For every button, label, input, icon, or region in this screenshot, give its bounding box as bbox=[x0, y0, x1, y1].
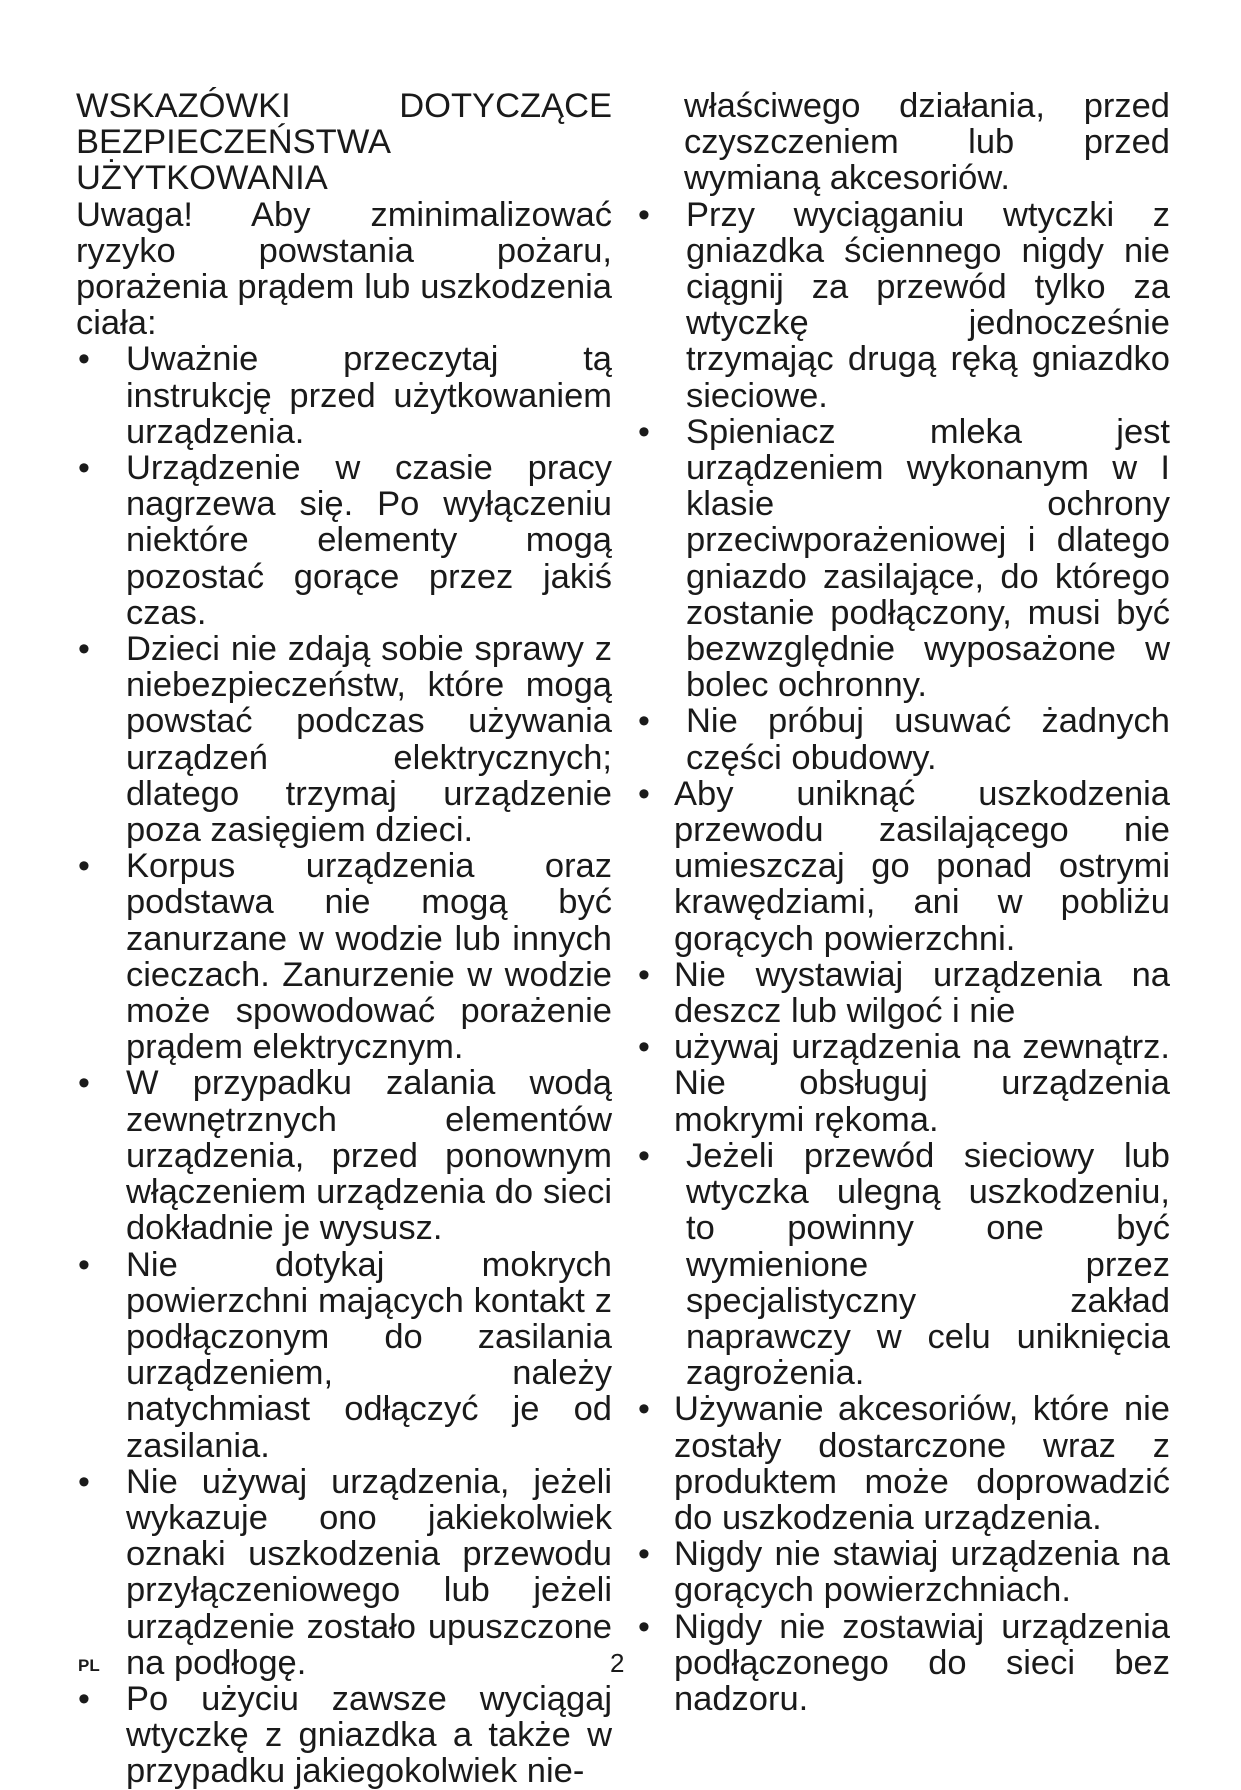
safety-list-left bbox=[76, 341, 612, 1789]
list-item: • Nigdy nie stawiaj urządzenia na gorących powierzchniach. bbox=[636, 1536, 1170, 1608]
list-item: • Nie próbuj usuwać żadnych części obudowy. bbox=[636, 703, 1170, 775]
list-item: • Nie dotykaj mokrych powierzchni mających kontakt z podłączonym do zasilania urządzeniem, należy natychmiast odłączyć je od zasilania. bbox=[76, 1247, 612, 1464]
right-column bbox=[636, 88, 1170, 1717]
list-item: • Nie używaj urządzenia, jeżeli wykazuje ono jakiekolwiek oznaki uszkodzenia przewodu przyłączeniowego lub jeżeli urządzenie zostało upuszczone na podłogę. bbox=[76, 1464, 612, 1681]
page-number: 2 bbox=[610, 1648, 625, 1678]
list-item: • używaj urządzenia na zewnątrz. Nie obsługuj urządzenia mokrymi rękoma. bbox=[636, 1029, 1170, 1138]
safety-list-right bbox=[636, 88, 1170, 1717]
warning-intro: Uwaga! Aby zminimalizować ryzyko powstania pożaru, porażenia prądem lub uszkodzenia ciała: bbox=[76, 195, 612, 343]
list-item: • Dzieci nie zdają sobie sprawy z niebezpieczeństw, które mogą powstać podczas używania urządzeń elektrycznych; dlatego trzymaj urządzenie poza zasięgiem dzieci. bbox=[76, 631, 612, 848]
language-code: PL bbox=[78, 1656, 100, 1675]
list-item: • W przypadku zalania wodą zewnętrznych elementów urządzenia, przed ponownym włączeniem urządzenia do sieci dokładnie je wysusz. bbox=[76, 1065, 612, 1246]
list-item: • Korpus urządzenia oraz podstawa nie mogą być zanurzane w wodzie lub innych cieczach. Zanurzenie w wodzie może spowodować porażenie prądem elektrycznym. bbox=[76, 848, 612, 1065]
list-item: • Aby uniknąć uszkodzenia przewodu zasilającego nie umieszczaj go ponad ostrymi krawędziami, ani w pobliżu gorących powierzchni. bbox=[636, 776, 1170, 957]
list-item: • Urządzenie w czasie pracy nagrzewa się. Po wyłączeniu niektóre elementy mogą pozostać gorące przez jakiś czas. bbox=[76, 450, 612, 631]
list-item: • Nie wystawiaj urządzenia na deszcz lub wilgoć i nie bbox=[636, 957, 1170, 1029]
list-item: • Nigdy nie zostawiaj urządzenia podłączonego do sieci bez nadzoru. bbox=[636, 1609, 1170, 1718]
list-item: • Używanie akcesoriów, które nie zostały dostarczone wraz z produktem może doprowadzić do uszkodzenia urządzenia. bbox=[636, 1391, 1170, 1536]
list-item: • Uważnie przeczytaj tą instrukcję przed użytkowaniem urządzenia. bbox=[76, 341, 612, 450]
safety-heading: WSKAZÓWKI DOTYCZĄCE BEZPIECZEŃSTWA UŻYTKOWANIA bbox=[76, 87, 612, 198]
left-column bbox=[76, 88, 612, 1790]
list-item: • Przy wyciąganiu wtyczki z gniazdka ściennego nigdy nie ciągnij za przewód tylko za wtyczkę jednocześnie trzymając drugą ręką gniazdko sieciowe. bbox=[636, 197, 1170, 414]
list-item: • Spieniacz mleka jest urządzeniem wykonanym w I klasie ochrony przeciwporażeniowej i dlatego gniazdo zasilające, do którego zostanie podłączony, musi być bezwzględnie wyposażone w bolec ochronny. bbox=[636, 414, 1170, 704]
list-item-continuation: właściwego działania, przed czyszczeniem lub przed wymianą akcesoriów. bbox=[684, 87, 1170, 198]
list-item: • Jeżeli przewód sieciowy lub wtyczka ulegną uszkodzeniu, to powinny one być wymienione przez specjalistyczny zakład naprawczy w celu uniknięcia zagrożenia. bbox=[636, 1138, 1170, 1391]
list-item: • Po użyciu zawsze wyciągaj wtyczkę z gniazdka a także w przypadku jakiegokolwiek nie- bbox=[76, 1681, 612, 1790]
